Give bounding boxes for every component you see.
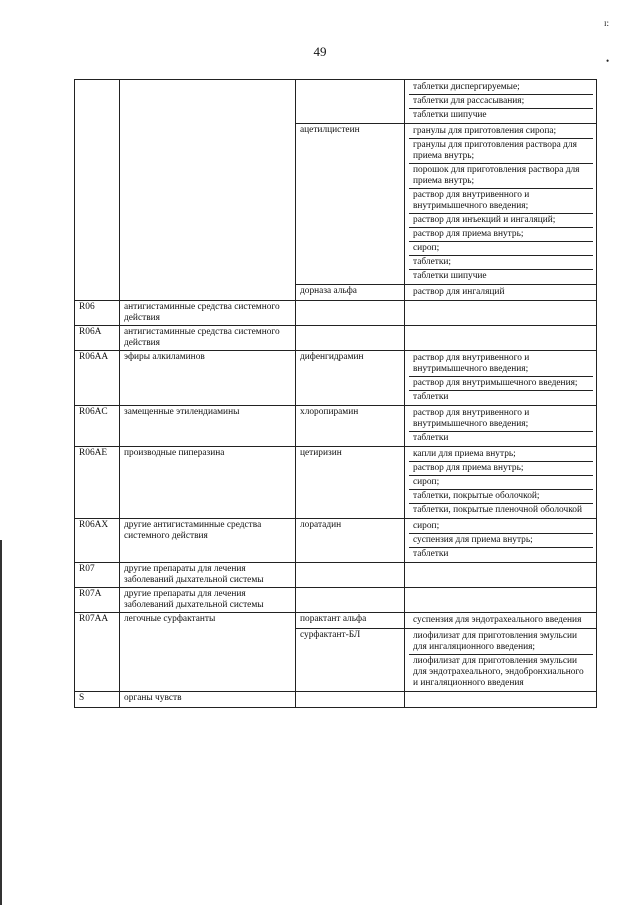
atc-code-cell: R06A — [75, 326, 120, 351]
drug-name-cell — [296, 588, 405, 613]
dosage-form: раствор для внутривенного и внутримышечного введения; — [409, 407, 593, 432]
dosage-form: сироп; — [409, 520, 593, 534]
table-row — [75, 563, 597, 588]
table-row — [75, 447, 597, 519]
drug-name-cell: хлоропирамин — [296, 406, 405, 447]
drug-table-body — [75, 80, 597, 708]
table-row — [75, 351, 597, 406]
dosage-form: таблетки — [413, 392, 449, 402]
drug-table — [74, 79, 597, 708]
group-name-cell: другие препараты для лечения заболеваний дыхательной системы — [120, 563, 296, 588]
dosage-forms-cell — [405, 326, 597, 351]
atc-code-cell: R07 — [75, 563, 120, 588]
drug-name-cell — [296, 563, 405, 588]
drug-name-cell: дорназа альфа — [296, 285, 405, 301]
dosage-form: таблетки — [413, 433, 449, 443]
group-name-cell: антигистаминные средства системного действия — [120, 301, 296, 326]
dosage-form: суспензия для приема внутрь; — [409, 534, 593, 548]
atc-code-cell: R06AA — [75, 351, 120, 406]
atc-code-cell: R06AC — [75, 406, 120, 447]
drug-name-cell: цетиризин — [296, 447, 405, 519]
drug-name-cell: дифенгидрамин — [296, 351, 405, 406]
dosage-form — [409, 589, 593, 602]
atc-code-cell — [75, 80, 120, 301]
dosage-form: сироп; — [409, 242, 593, 256]
dosage-form: гранулы для приготовления раствора для приема внутрь; — [409, 139, 593, 164]
dosage-form — [409, 693, 593, 706]
dosage-form: таблетки, покрытые пленочной оболочкой — [413, 505, 582, 515]
dosage-forms-cell — [405, 406, 597, 447]
drug-name-cell — [296, 80, 405, 124]
page-number: 49 — [313, 44, 327, 59]
dosage-form: лиофилизат для приготовления эмульсии для ингаляционного введения; — [409, 630, 593, 655]
drug-name-cell: лоратадин — [296, 519, 405, 563]
table-row — [75, 519, 597, 563]
dosage-form: раствор для ингаляций — [413, 287, 505, 297]
group-name-cell: легочные сурфактанты — [120, 613, 296, 692]
dosage-form: таблетки диспергируемые; — [409, 81, 593, 95]
table-row — [75, 326, 597, 351]
dosage-form: таблетки для рассасывания; — [409, 95, 593, 109]
group-name-cell: другие антигистаминные средства системного действия — [120, 519, 296, 563]
table-row — [75, 692, 597, 708]
dosage-form: сироп; — [409, 476, 593, 490]
corner-dot: • — [606, 56, 610, 66]
group-name-cell: органы чувств — [120, 692, 296, 708]
table-row — [75, 80, 597, 124]
dosage-form: суспензия для эндотрахеального введения — [413, 615, 582, 625]
dosage-form: гранулы для приготовления сиропа; — [409, 125, 593, 139]
drug-name-cell: сурфактант-БЛ — [296, 629, 405, 692]
drug-name-cell — [296, 692, 405, 708]
dosage-forms-cell — [405, 285, 597, 301]
table-row — [75, 301, 597, 326]
dosage-form: раствор для внутривенного и внутримышечного введения; — [409, 189, 593, 214]
dosage-form — [409, 564, 593, 577]
drug-name-cell — [296, 326, 405, 351]
dosage-forms-cell — [405, 692, 597, 708]
scan-edge-line — [0, 540, 2, 905]
dosage-forms-cell — [405, 563, 597, 588]
drug-name-cell: порактант альфа — [296, 613, 405, 629]
dosage-forms-cell — [405, 301, 597, 326]
dosage-form: таблетки, покрытые оболочкой; — [409, 490, 593, 504]
drug-name-cell: ацетилцистеин — [296, 124, 405, 285]
atc-code-cell: R06AX — [75, 519, 120, 563]
dosage-forms-cell — [405, 588, 597, 613]
dosage-form: таблетки шипучие — [413, 110, 487, 120]
atc-code-cell: R06AE — [75, 447, 120, 519]
atc-code-cell: S — [75, 692, 120, 708]
group-name-cell: эфиры алкиламинов — [120, 351, 296, 406]
dosage-forms-cell — [405, 447, 597, 519]
dosage-forms-cell — [405, 351, 597, 406]
dosage-form: таблетки — [413, 549, 449, 559]
dosage-forms-cell — [405, 519, 597, 563]
group-name-cell: производные пиперазина — [120, 447, 296, 519]
corner-mark: ɪ: — [604, 18, 610, 28]
dosage-form — [409, 302, 593, 315]
table-row — [75, 613, 597, 629]
group-name-cell: другие препараты для лечения заболеваний дыхательной системы — [120, 588, 296, 613]
dosage-form: раствор для внутримышечного введения; — [409, 377, 593, 391]
atc-code-cell: R07A — [75, 588, 120, 613]
dosage-form: таблетки шипучие — [413, 271, 487, 281]
dosage-form: раствор для инъекций и ингаляций; — [409, 214, 593, 228]
dosage-form: таблетки; — [409, 256, 593, 270]
dosage-form: раствор для приема внутрь; — [409, 462, 593, 476]
dosage-forms-cell — [405, 629, 597, 692]
dosage-form: капли для приема внутрь; — [409, 448, 593, 462]
dosage-form: раствор для приема внутрь; — [409, 228, 593, 242]
dosage-form — [409, 327, 593, 340]
group-name-cell — [120, 80, 296, 301]
table-row — [75, 406, 597, 447]
dosage-forms-cell — [405, 613, 597, 629]
dosage-form: порошок для приготовления раствора для приема внутрь; — [409, 164, 593, 189]
group-name-cell: антигистаминные средства системного действия — [120, 326, 296, 351]
group-name-cell: замещенные этилендиамины — [120, 406, 296, 447]
drug-name-cell — [296, 301, 405, 326]
atc-code-cell: R07AA — [75, 613, 120, 692]
dosage-forms-cell — [405, 80, 597, 124]
atc-code-cell: R06 — [75, 301, 120, 326]
dosage-form: раствор для внутривенного и внутримышечного введения; — [409, 352, 593, 377]
dosage-form: лиофилизат для приготовления эмульсии для эндотрахеального, эндобронхиального и ингаляционного введения — [413, 656, 584, 688]
table-row — [75, 588, 597, 613]
dosage-forms-cell — [405, 124, 597, 285]
